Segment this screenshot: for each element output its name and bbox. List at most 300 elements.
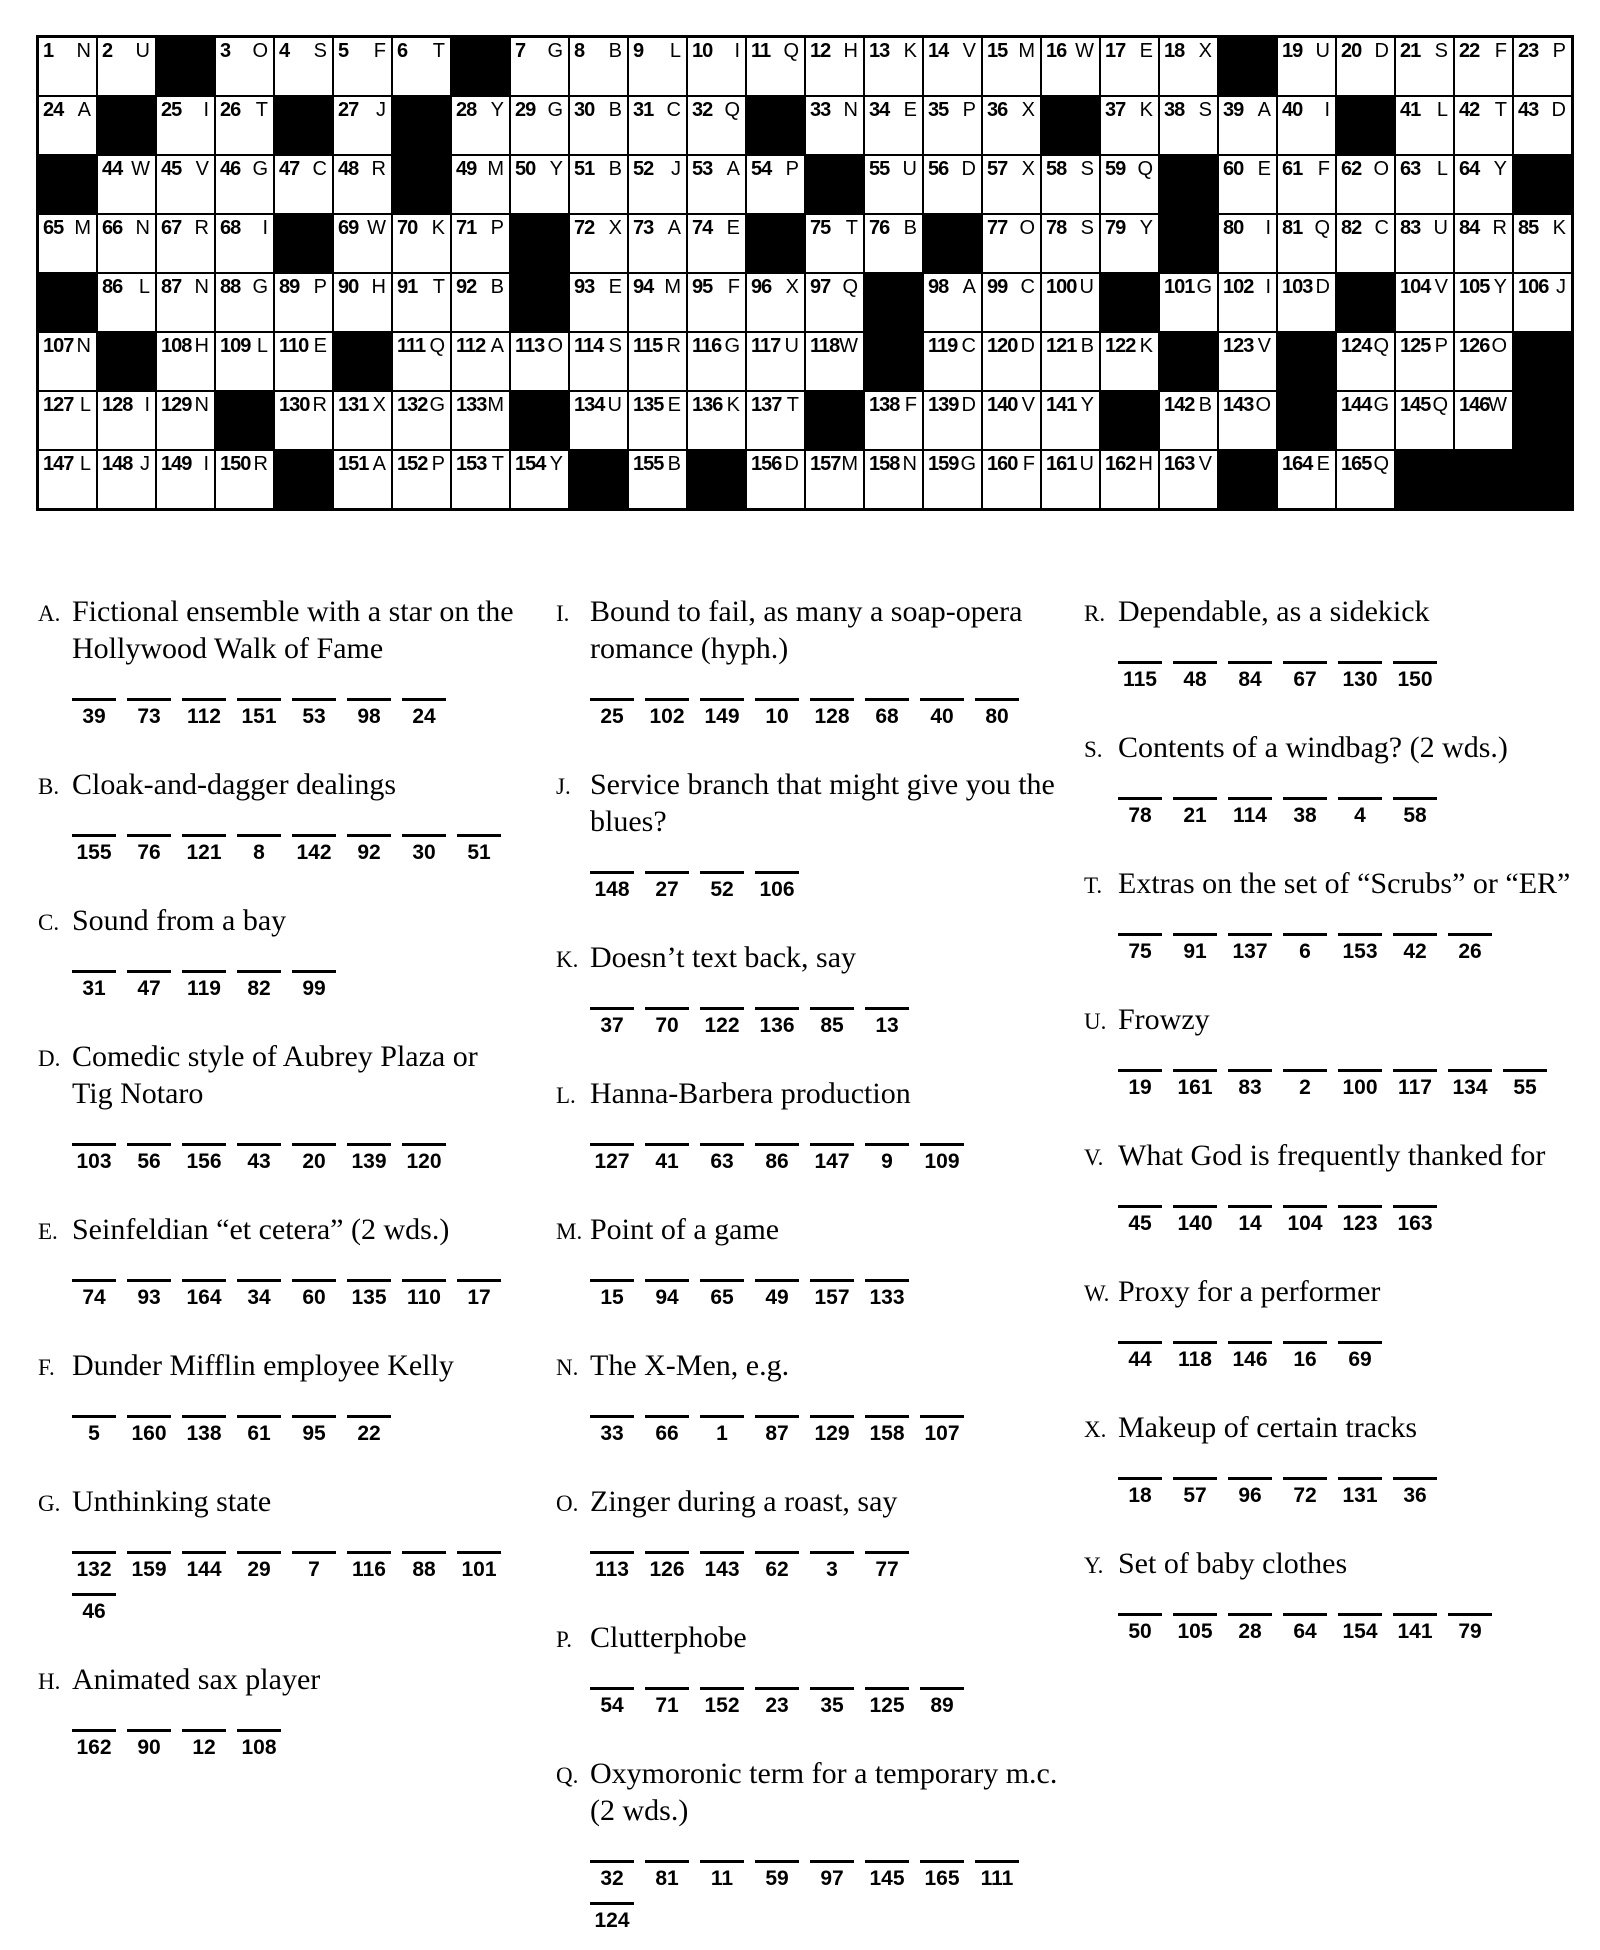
grid-cell-77[interactable] (982, 214, 1041, 273)
grid-cell-116[interactable] (687, 332, 746, 391)
answer-blank-92[interactable]: 92 (347, 834, 391, 865)
answer-blank-158[interactable]: 158 (865, 1415, 909, 1446)
answer-blank-45[interactable]: 45 (1118, 1205, 1162, 1236)
grid-cell-12[interactable] (805, 37, 864, 96)
answer-blank-44[interactable]: 44 (1118, 1341, 1162, 1372)
grid-cell-23[interactable] (1513, 37, 1572, 96)
grid-cell-33[interactable] (805, 96, 864, 155)
grid-cell-150[interactable] (215, 450, 274, 509)
grid-cell-108[interactable] (156, 332, 215, 391)
grid-cell-147[interactable] (38, 450, 97, 509)
grid-cell-130[interactable] (274, 391, 333, 450)
answer-blank-56[interactable]: 56 (127, 1143, 171, 1174)
grid-cell-2[interactable] (97, 37, 156, 96)
answer-blank-135[interactable]: 135 (347, 1279, 391, 1310)
grid-cell-70[interactable] (392, 214, 451, 273)
grid-cell-98[interactable] (923, 273, 982, 332)
grid-cell-89[interactable] (274, 273, 333, 332)
grid-cell-64[interactable] (1454, 155, 1513, 214)
answer-blank-101[interactable]: 101 (457, 1551, 501, 1582)
answer-blank-59[interactable]: 59 (755, 1860, 799, 1891)
grid-cell-86[interactable] (97, 273, 156, 332)
grid-cell-133[interactable] (451, 391, 510, 450)
grid-cell-76[interactable] (864, 214, 923, 273)
answer-blank-71[interactable]: 71 (645, 1687, 689, 1718)
grid-cell-80[interactable] (1218, 214, 1277, 273)
grid-cell-103[interactable] (1277, 273, 1336, 332)
answer-blank-153[interactable]: 153 (1338, 933, 1382, 964)
answer-blank-87[interactable]: 87 (755, 1415, 799, 1446)
answer-blank-27[interactable]: 27 (645, 871, 689, 902)
answer-blank-36[interactable]: 36 (1393, 1477, 1437, 1508)
grid-cell-105[interactable] (1454, 273, 1513, 332)
grid-cell-81[interactable] (1277, 214, 1336, 273)
grid-cell-11[interactable] (746, 37, 805, 96)
grid-cell-3[interactable] (215, 37, 274, 96)
answer-blank-24[interactable]: 24 (402, 698, 446, 729)
grid-cell-53[interactable] (687, 155, 746, 214)
answer-blank-55[interactable]: 55 (1503, 1069, 1547, 1100)
answer-blank-40[interactable]: 40 (920, 698, 964, 729)
answer-blank-154[interactable]: 154 (1338, 1613, 1382, 1644)
grid-cell-151[interactable] (333, 450, 392, 509)
answer-blank-163[interactable]: 163 (1393, 1205, 1437, 1236)
answer-blank-50[interactable]: 50 (1118, 1613, 1162, 1644)
grid-cell-28[interactable] (451, 96, 510, 155)
answer-blank-147[interactable]: 147 (810, 1143, 854, 1174)
grid-cell-162[interactable] (1100, 450, 1159, 509)
answer-blank-83[interactable]: 83 (1228, 1069, 1272, 1100)
grid-cell-132[interactable] (392, 391, 451, 450)
answer-blank-139[interactable]: 139 (347, 1143, 391, 1174)
grid-cell-143[interactable] (1218, 391, 1277, 450)
answer-blank-97[interactable]: 97 (810, 1860, 854, 1891)
answer-blank-16[interactable]: 16 (1283, 1341, 1327, 1372)
grid-cell-125[interactable] (1395, 332, 1454, 391)
grid-cell-102[interactable] (1218, 273, 1277, 332)
answer-blank-159[interactable]: 159 (127, 1551, 171, 1582)
answer-blank-80[interactable]: 80 (975, 698, 1019, 729)
answer-blank-72[interactable]: 72 (1283, 1477, 1327, 1508)
grid-cell-10[interactable] (687, 37, 746, 96)
answer-blank-119[interactable]: 119 (182, 970, 226, 1001)
answer-blank-115[interactable]: 115 (1118, 661, 1162, 692)
grid-cell-56[interactable] (923, 155, 982, 214)
answer-blank-69[interactable]: 69 (1338, 1341, 1382, 1372)
answer-blank-90[interactable]: 90 (127, 1729, 171, 1760)
answer-blank-57[interactable]: 57 (1173, 1477, 1217, 1508)
grid-cell-100[interactable] (1041, 273, 1100, 332)
grid-cell-156[interactable] (746, 450, 805, 509)
grid-cell-148[interactable] (97, 450, 156, 509)
grid-cell-5[interactable] (333, 37, 392, 96)
answer-blank-5[interactable]: 5 (72, 1415, 116, 1446)
grid-cell-153[interactable] (451, 450, 510, 509)
grid-cell-69[interactable] (333, 214, 392, 273)
grid-cell-118[interactable] (805, 332, 864, 391)
grid-cell-91[interactable] (392, 273, 451, 332)
answer-blank-146[interactable]: 146 (1228, 1341, 1272, 1372)
answer-blank-112[interactable]: 112 (182, 698, 226, 729)
grid-cell-152[interactable] (392, 450, 451, 509)
answer-blank-124[interactable]: 124 (590, 1902, 634, 1933)
answer-blank-11[interactable]: 11 (700, 1860, 744, 1891)
grid-cell-117[interactable] (746, 332, 805, 391)
answer-blank-58[interactable]: 58 (1393, 797, 1437, 828)
answer-blank-149[interactable]: 149 (700, 698, 744, 729)
grid-cell-4[interactable] (274, 37, 333, 96)
grid-cell-26[interactable] (215, 96, 274, 155)
grid-cell-112[interactable] (451, 332, 510, 391)
answer-blank-67[interactable]: 67 (1283, 661, 1327, 692)
answer-blank-4[interactable]: 4 (1338, 797, 1382, 828)
answer-blank-2[interactable]: 2 (1283, 1069, 1327, 1100)
grid-cell-15[interactable] (982, 37, 1041, 96)
grid-cell-134[interactable] (569, 391, 628, 450)
grid-cell-52[interactable] (628, 155, 687, 214)
answer-blank-162[interactable]: 162 (72, 1729, 116, 1760)
grid-cell-160[interactable] (982, 450, 1041, 509)
grid-cell-24[interactable] (38, 96, 97, 155)
answer-blank-9[interactable]: 9 (865, 1143, 909, 1174)
answer-blank-129[interactable]: 129 (810, 1415, 854, 1446)
grid-cell-146[interactable] (1454, 391, 1513, 450)
grid-cell-119[interactable] (923, 332, 982, 391)
answer-blank-116[interactable]: 116 (347, 1551, 391, 1582)
answer-blank-131[interactable]: 131 (1338, 1477, 1382, 1508)
answer-blank-94[interactable]: 94 (645, 1279, 689, 1310)
answer-blank-140[interactable]: 140 (1173, 1205, 1217, 1236)
answer-blank-123[interactable]: 123 (1338, 1205, 1382, 1236)
grid-cell-120[interactable] (982, 332, 1041, 391)
grid-cell-135[interactable] (628, 391, 687, 450)
grid-cell-25[interactable] (156, 96, 215, 155)
grid-cell-9[interactable] (628, 37, 687, 96)
answer-blank-117[interactable]: 117 (1393, 1069, 1437, 1100)
answer-blank-157[interactable]: 157 (810, 1279, 854, 1310)
grid-cell-71[interactable] (451, 214, 510, 273)
grid-cell-7[interactable] (510, 37, 569, 96)
grid-cell-18[interactable] (1159, 37, 1218, 96)
answer-blank-137[interactable]: 137 (1228, 933, 1272, 964)
answer-blank-126[interactable]: 126 (645, 1551, 689, 1582)
answer-blank-3[interactable]: 3 (810, 1551, 854, 1582)
answer-blank-8[interactable]: 8 (237, 834, 281, 865)
grid-cell-60[interactable] (1218, 155, 1277, 214)
answer-blank-17[interactable]: 17 (457, 1279, 501, 1310)
answer-blank-12[interactable]: 12 (182, 1729, 226, 1760)
grid-cell-54[interactable] (746, 155, 805, 214)
grid-cell-149[interactable] (156, 450, 215, 509)
answer-blank-160[interactable]: 160 (127, 1415, 171, 1446)
grid-cell-74[interactable] (687, 214, 746, 273)
answer-blank-106[interactable]: 106 (755, 871, 799, 902)
grid-cell-51[interactable] (569, 155, 628, 214)
grid-cell-72[interactable] (569, 214, 628, 273)
grid-cell-42[interactable] (1454, 96, 1513, 155)
answer-blank-148[interactable]: 148 (590, 871, 634, 902)
answer-blank-91[interactable]: 91 (1173, 933, 1217, 964)
grid-cell-17[interactable] (1100, 37, 1159, 96)
grid-cell-21[interactable] (1395, 37, 1454, 96)
grid-cell-138[interactable] (864, 391, 923, 450)
answer-blank-21[interactable]: 21 (1173, 797, 1217, 828)
grid-cell-115[interactable] (628, 332, 687, 391)
grid-cell-48[interactable] (333, 155, 392, 214)
answer-blank-28[interactable]: 28 (1228, 1613, 1272, 1644)
grid-cell-126[interactable] (1454, 332, 1513, 391)
answer-blank-22[interactable]: 22 (347, 1415, 391, 1446)
answer-blank-143[interactable]: 143 (700, 1551, 744, 1582)
grid-cell-110[interactable] (274, 332, 333, 391)
grid-cell-67[interactable] (156, 214, 215, 273)
grid-cell-137[interactable] (746, 391, 805, 450)
answer-blank-108[interactable]: 108 (237, 1729, 281, 1760)
grid-cell-47[interactable] (274, 155, 333, 214)
grid-cell-124[interactable] (1336, 332, 1395, 391)
answer-blank-150[interactable]: 150 (1393, 661, 1437, 692)
grid-cell-32[interactable] (687, 96, 746, 155)
grid-cell-121[interactable] (1041, 332, 1100, 391)
answer-blank-20[interactable]: 20 (292, 1143, 336, 1174)
answer-blank-47[interactable]: 47 (127, 970, 171, 1001)
answer-blank-68[interactable]: 68 (865, 698, 909, 729)
answer-blank-127[interactable]: 127 (590, 1143, 634, 1174)
answer-blank-65[interactable]: 65 (700, 1279, 744, 1310)
grid-cell-90[interactable] (333, 273, 392, 332)
answer-blank-46[interactable]: 46 (72, 1593, 116, 1624)
grid-cell-123[interactable] (1218, 332, 1277, 391)
answer-blank-63[interactable]: 63 (700, 1143, 744, 1174)
answer-blank-93[interactable]: 93 (127, 1279, 171, 1310)
grid-cell-14[interactable] (923, 37, 982, 96)
answer-blank-142[interactable]: 142 (292, 834, 336, 865)
answer-blank-15[interactable]: 15 (590, 1279, 634, 1310)
grid-cell-8[interactable] (569, 37, 628, 96)
answer-blank-25[interactable]: 25 (590, 698, 634, 729)
answer-blank-41[interactable]: 41 (645, 1143, 689, 1174)
grid-cell-113[interactable] (510, 332, 569, 391)
answer-blank-42[interactable]: 42 (1393, 933, 1437, 964)
answer-blank-86[interactable]: 86 (755, 1143, 799, 1174)
answer-blank-26[interactable]: 26 (1448, 933, 1492, 964)
answer-blank-1[interactable]: 1 (700, 1415, 744, 1446)
grid-cell-63[interactable] (1395, 155, 1454, 214)
answer-blank-31[interactable]: 31 (72, 970, 116, 1001)
grid-cell-164[interactable] (1277, 450, 1336, 509)
answer-blank-73[interactable]: 73 (127, 698, 171, 729)
answer-blank-133[interactable]: 133 (865, 1279, 909, 1310)
answer-blank-49[interactable]: 49 (755, 1279, 799, 1310)
answer-blank-128[interactable]: 128 (810, 698, 854, 729)
answer-blank-95[interactable]: 95 (292, 1415, 336, 1446)
answer-blank-136[interactable]: 136 (755, 1007, 799, 1038)
grid-cell-41[interactable] (1395, 96, 1454, 155)
answer-blank-122[interactable]: 122 (700, 1007, 744, 1038)
answer-blank-104[interactable]: 104 (1283, 1205, 1327, 1236)
answer-blank-152[interactable]: 152 (700, 1687, 744, 1718)
answer-blank-77[interactable]: 77 (865, 1551, 909, 1582)
answer-blank-84[interactable]: 84 (1228, 661, 1272, 692)
answer-blank-88[interactable]: 88 (402, 1551, 446, 1582)
answer-blank-32[interactable]: 32 (590, 1860, 634, 1891)
grid-cell-111[interactable] (392, 332, 451, 391)
grid-cell-29[interactable] (510, 96, 569, 155)
answer-blank-165[interactable]: 165 (920, 1860, 964, 1891)
grid-cell-35[interactable] (923, 96, 982, 155)
answer-blank-109[interactable]: 109 (920, 1143, 964, 1174)
grid-cell-34[interactable] (864, 96, 923, 155)
answer-blank-155[interactable]: 155 (72, 834, 116, 865)
grid-cell-38[interactable] (1159, 96, 1218, 155)
answer-blank-118[interactable]: 118 (1173, 1341, 1217, 1372)
answer-blank-30[interactable]: 30 (402, 834, 446, 865)
grid-cell-85[interactable] (1513, 214, 1572, 273)
answer-blank-76[interactable]: 76 (127, 834, 171, 865)
answer-blank-34[interactable]: 34 (237, 1279, 281, 1310)
answer-blank-99[interactable]: 99 (292, 970, 336, 1001)
grid-cell-107[interactable] (38, 332, 97, 391)
grid-cell-61[interactable] (1277, 155, 1336, 214)
grid-cell-30[interactable] (569, 96, 628, 155)
grid-cell-114[interactable] (569, 332, 628, 391)
grid-cell-101[interactable] (1159, 273, 1218, 332)
answer-blank-103[interactable]: 103 (72, 1143, 116, 1174)
answer-blank-70[interactable]: 70 (645, 1007, 689, 1038)
grid-cell-129[interactable] (156, 391, 215, 450)
answer-blank-102[interactable]: 102 (645, 698, 689, 729)
answer-blank-82[interactable]: 82 (237, 970, 281, 1001)
grid-cell-95[interactable] (687, 273, 746, 332)
grid-cell-145[interactable] (1395, 391, 1454, 450)
answer-blank-141[interactable]: 141 (1393, 1613, 1437, 1644)
answer-blank-13[interactable]: 13 (865, 1007, 909, 1038)
grid-cell-75[interactable] (805, 214, 864, 273)
answer-blank-134[interactable]: 134 (1448, 1069, 1492, 1100)
answer-blank-23[interactable]: 23 (755, 1687, 799, 1718)
grid-cell-65[interactable] (38, 214, 97, 273)
answer-blank-51[interactable]: 51 (457, 834, 501, 865)
grid-cell-127[interactable] (38, 391, 97, 450)
answer-blank-130[interactable]: 130 (1338, 661, 1382, 692)
grid-cell-27[interactable] (333, 96, 392, 155)
grid-cell-94[interactable] (628, 273, 687, 332)
grid-cell-79[interactable] (1100, 214, 1159, 273)
grid-cell-87[interactable] (156, 273, 215, 332)
grid-cell-131[interactable] (333, 391, 392, 450)
answer-blank-144[interactable]: 144 (182, 1551, 226, 1582)
answer-blank-105[interactable]: 105 (1173, 1613, 1217, 1644)
grid-cell-20[interactable] (1336, 37, 1395, 96)
grid-cell-96[interactable] (746, 273, 805, 332)
grid-cell-43[interactable] (1513, 96, 1572, 155)
grid-cell-62[interactable] (1336, 155, 1395, 214)
answer-blank-107[interactable]: 107 (920, 1415, 964, 1446)
grid-cell-141[interactable] (1041, 391, 1100, 450)
grid-cell-84[interactable] (1454, 214, 1513, 273)
answer-blank-64[interactable]: 64 (1283, 1613, 1327, 1644)
grid-cell-50[interactable] (510, 155, 569, 214)
grid-cell-99[interactable] (982, 273, 1041, 332)
grid-cell-104[interactable] (1395, 273, 1454, 332)
grid-cell-66[interactable] (97, 214, 156, 273)
grid-cell-155[interactable] (628, 450, 687, 509)
grid-cell-49[interactable] (451, 155, 510, 214)
grid-cell-109[interactable] (215, 332, 274, 391)
grid-cell-13[interactable] (864, 37, 923, 96)
answer-blank-110[interactable]: 110 (402, 1279, 446, 1310)
grid-cell-36[interactable] (982, 96, 1041, 155)
answer-blank-114[interactable]: 114 (1228, 797, 1272, 828)
grid-cell-37[interactable] (1100, 96, 1159, 155)
answer-blank-54[interactable]: 54 (590, 1687, 634, 1718)
grid-cell-93[interactable] (569, 273, 628, 332)
answer-blank-164[interactable]: 164 (182, 1279, 226, 1310)
answer-blank-19[interactable]: 19 (1118, 1069, 1162, 1100)
grid-cell-31[interactable] (628, 96, 687, 155)
answer-blank-100[interactable]: 100 (1338, 1069, 1382, 1100)
answer-blank-33[interactable]: 33 (590, 1415, 634, 1446)
answer-blank-125[interactable]: 125 (865, 1687, 909, 1718)
answer-blank-151[interactable]: 151 (237, 698, 281, 729)
grid-cell-78[interactable] (1041, 214, 1100, 273)
grid-cell-161[interactable] (1041, 450, 1100, 509)
grid-cell-82[interactable] (1336, 214, 1395, 273)
answer-blank-96[interactable]: 96 (1228, 1477, 1272, 1508)
grid-cell-128[interactable] (97, 391, 156, 450)
answer-blank-61[interactable]: 61 (237, 1415, 281, 1446)
grid-cell-154[interactable] (510, 450, 569, 509)
answer-blank-35[interactable]: 35 (810, 1687, 854, 1718)
answer-blank-52[interactable]: 52 (700, 871, 744, 902)
grid-cell-68[interactable] (215, 214, 274, 273)
grid-cell-73[interactable] (628, 214, 687, 273)
grid-cell-40[interactable] (1277, 96, 1336, 155)
answer-blank-132[interactable]: 132 (72, 1551, 116, 1582)
grid-cell-122[interactable] (1100, 332, 1159, 391)
answer-blank-53[interactable]: 53 (292, 698, 336, 729)
answer-blank-120[interactable]: 120 (402, 1143, 446, 1174)
answer-blank-89[interactable]: 89 (920, 1687, 964, 1718)
grid-cell-165[interactable] (1336, 450, 1395, 509)
answer-blank-85[interactable]: 85 (810, 1007, 854, 1038)
grid-cell-139[interactable] (923, 391, 982, 450)
answer-blank-138[interactable]: 138 (182, 1415, 226, 1446)
grid-cell-45[interactable] (156, 155, 215, 214)
answer-blank-38[interactable]: 38 (1283, 797, 1327, 828)
grid-cell-6[interactable] (392, 37, 451, 96)
answer-blank-78[interactable]: 78 (1118, 797, 1162, 828)
answer-blank-18[interactable]: 18 (1118, 1477, 1162, 1508)
grid-cell-136[interactable] (687, 391, 746, 450)
answer-blank-6[interactable]: 6 (1283, 933, 1327, 964)
answer-blank-14[interactable]: 14 (1228, 1205, 1272, 1236)
grid-cell-44[interactable] (97, 155, 156, 214)
grid-cell-46[interactable] (215, 155, 274, 214)
grid-cell-88[interactable] (215, 273, 274, 332)
grid-cell-144[interactable] (1336, 391, 1395, 450)
grid-cell-163[interactable] (1159, 450, 1218, 509)
grid-cell-159[interactable] (923, 450, 982, 509)
grid-cell-92[interactable] (451, 273, 510, 332)
grid-cell-106[interactable] (1513, 273, 1572, 332)
answer-blank-121[interactable]: 121 (182, 834, 226, 865)
grid-cell-16[interactable] (1041, 37, 1100, 96)
grid-cell-19[interactable] (1277, 37, 1336, 96)
answer-blank-161[interactable]: 161 (1173, 1069, 1217, 1100)
answer-blank-113[interactable]: 113 (590, 1551, 634, 1582)
answer-blank-81[interactable]: 81 (645, 1860, 689, 1891)
